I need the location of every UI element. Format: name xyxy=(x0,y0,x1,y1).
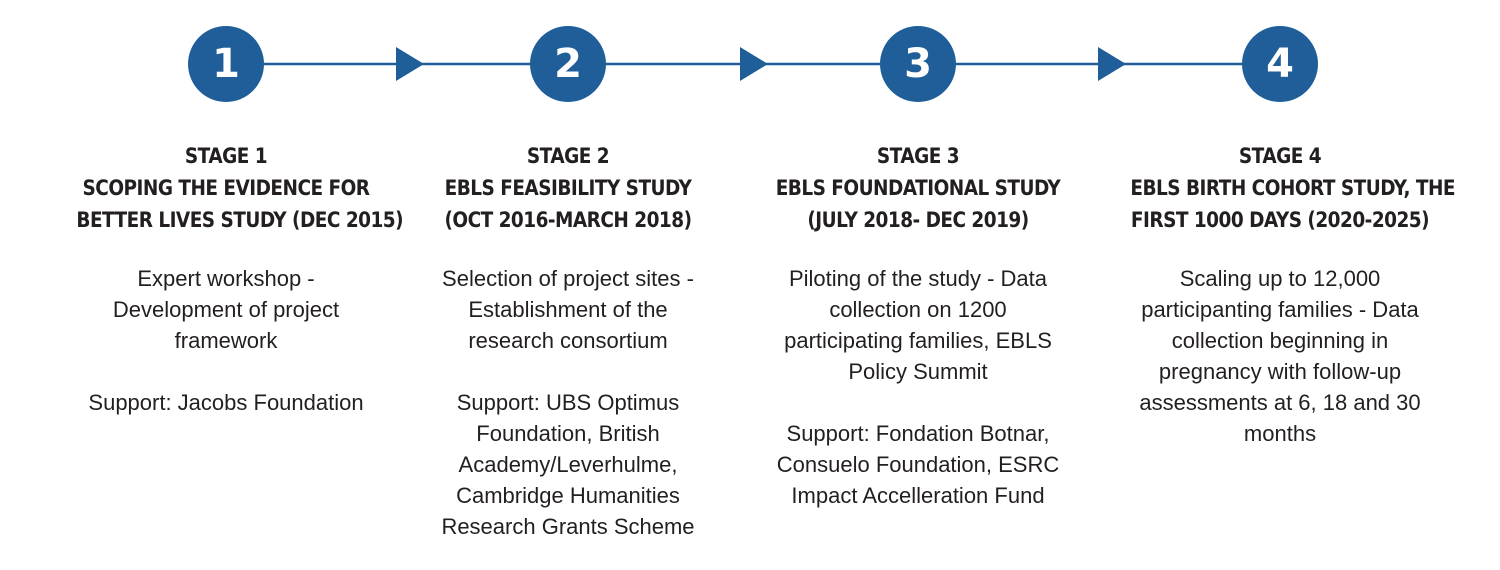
stage-2-column xyxy=(398,140,738,542)
stage-4-number: 4 xyxy=(1266,41,1294,87)
timeline xyxy=(0,0,1500,130)
stage-2-title-line1: EBLS FEASIBILITY STUDY xyxy=(444,176,692,200)
stage-4-column xyxy=(1110,140,1455,449)
stage-1-title-line1: SCOPING THE EVIDENCE FOR xyxy=(82,176,370,200)
stage-2-label: STAGE 2 xyxy=(526,144,610,168)
stage-1-title-line2: BETTER LIVES STUDY (DEC 2015) xyxy=(76,208,404,232)
stage-2-heading xyxy=(418,140,717,236)
stage-3-support: Support: Fondation Botnar, Consuelo Foundation, ESRC Impact Accelleration Fund xyxy=(776,421,1060,508)
stage-1-support: Support: Jacobs Foundation xyxy=(88,390,364,415)
stage-4-title-line1: EBLS BIRTH COHORT STUDY, THE xyxy=(1130,176,1455,200)
stage-2-support: Support: UBS Optimus Foundation, British Academy/Leverhulme, Cambridge Humanities Research Grants Scheme xyxy=(441,390,695,539)
stage-1-column xyxy=(56,140,404,418)
arrow-head-3 xyxy=(1098,47,1126,81)
stage-3-label: STAGE 3 xyxy=(876,144,960,168)
stage-2-description: Selection of project sites - Establishment of the research consortium xyxy=(442,266,694,353)
arrow-head-1 xyxy=(396,47,424,81)
stage-3-description: Piloting of the study - Data collection on 1200 participating families, EBLS Policy Summit xyxy=(784,266,1052,384)
stage-1-description: Expert workshop - Development of project framework xyxy=(112,266,340,353)
stage-1-heading xyxy=(76,140,404,236)
arrow-head-2 xyxy=(740,47,768,81)
stage-2-number: 2 xyxy=(554,41,582,87)
stage-4-description: Scaling up to 12,000 participanting families - Data collection beginning in pregnancy with follow-up assessments at 6, 18 and 30 months xyxy=(1139,266,1421,446)
stage-1-number: 1 xyxy=(212,41,240,87)
stage-3-column xyxy=(748,140,1088,511)
stage-1-label: STAGE 1 xyxy=(184,144,268,168)
stage-3-number: 3 xyxy=(904,41,932,87)
stage-3-heading xyxy=(768,140,1067,236)
stage-4-label: STAGE 4 xyxy=(1238,144,1322,168)
stage-2-title-line2: (OCT 2016-MARCH 2018) xyxy=(444,208,692,232)
stage-3-title-line2: (JULY 2018- DEC 2019) xyxy=(807,208,1029,232)
stage-3-title-line1: EBLS FOUNDATIONAL STUDY xyxy=(775,176,1061,200)
stage-4-title-line2: FIRST 1000 DAYS (2020-2025) xyxy=(1130,208,1430,232)
stage-4-heading xyxy=(1130,140,1455,236)
